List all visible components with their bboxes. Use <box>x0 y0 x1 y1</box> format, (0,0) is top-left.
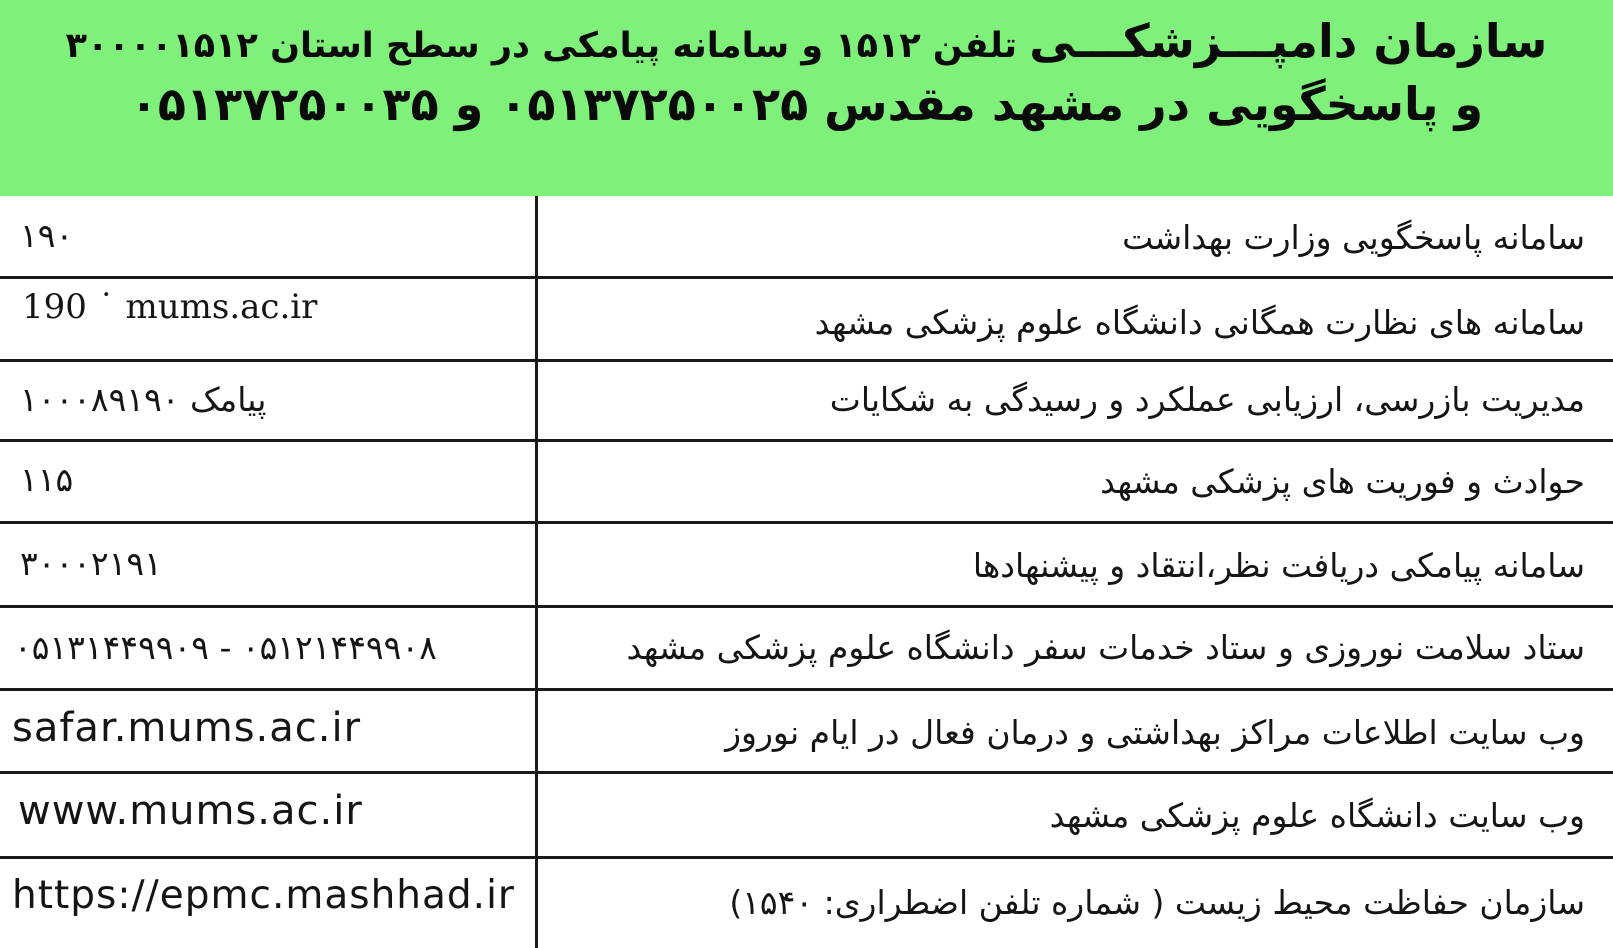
table-row <box>0 859 1613 948</box>
row-value: ۰۵۱۳۱۴۴۹۹۰۹ - ۰۵۱۲۱۴۴۹۹۰۸ <box>14 628 437 667</box>
row-value: www.mums.ac.ir <box>18 788 363 834</box>
row-label: سامانه های نظارت همگانی دانشگاه علوم پزشکی مشهد <box>814 303 1585 342</box>
row-label: سامانه پاسخگویی وزارت بهداشت <box>1122 218 1585 257</box>
row-value: ۳۰۰۰۲۱۹۱ <box>20 544 162 583</box>
row-value: ۱۹۰ <box>20 216 74 255</box>
row-value: https://epmc.mashhad.ir <box>12 873 515 918</box>
table-row <box>0 524 1613 608</box>
table-row <box>0 279 1613 362</box>
table-row <box>0 196 1613 279</box>
row-label: حوادث و فوریت های پزشکی مشهد <box>1100 462 1585 501</box>
table-row <box>0 608 1613 691</box>
row-value: ۱۱۵ <box>20 460 74 499</box>
row-label: سامانه پیامکی دریافت نظر،انتقاد و پیشنهادها <box>972 546 1585 585</box>
row-label: مدیریت بازرسی، ارزیابی عملکرد و رسیدگی به شکایات <box>829 380 1585 419</box>
contacts-table <box>0 196 1613 948</box>
banner-line-2: و پاسخگویی در مشهد مقدس ۰۵۱۳۷۲۵۰۰۲۵ و ۰۵۱۳۷۲۵۰۰۳۵ <box>129 77 1484 132</box>
row-label: سازمان حفاظت محیط زیست ( شماره تلفن اضطراری: ۱۵۴۰) <box>729 883 1585 922</box>
table-row <box>0 442 1613 524</box>
row-label: ستاد سلامت نوروزی و ستاد خدمات سفر دانشگاه علوم پزشکی مشهد <box>626 628 1585 667</box>
column-divider <box>535 196 538 948</box>
banner-phone-sms: تلفن ۱۵۱۲ و سامانه پیامکی در سطح استان ۳۰۰۰۰۱۵۱۲ <box>65 26 1018 66</box>
row-value: 190 ˙ mums.ac.ir <box>22 287 318 327</box>
row-value: safar.mums.ac.ir <box>12 705 362 751</box>
row-label: وب سایت دانشگاه علوم پزشکی مشهد <box>1049 796 1585 835</box>
table-row <box>0 691 1613 774</box>
row-value: پیامک ۱۰۰۰۸۹۱۹۰ <box>20 380 267 419</box>
table-row <box>0 362 1613 442</box>
row-label: وب سایت اطلاعات مراکز بهداشتی و درمان فعال در ایام نوروز <box>725 713 1585 752</box>
banner-line-1 <box>50 14 1563 69</box>
header-banner <box>0 0 1613 196</box>
table-row <box>0 774 1613 859</box>
organization-name: سازمان دامپـــزشکـــی <box>1029 14 1548 68</box>
